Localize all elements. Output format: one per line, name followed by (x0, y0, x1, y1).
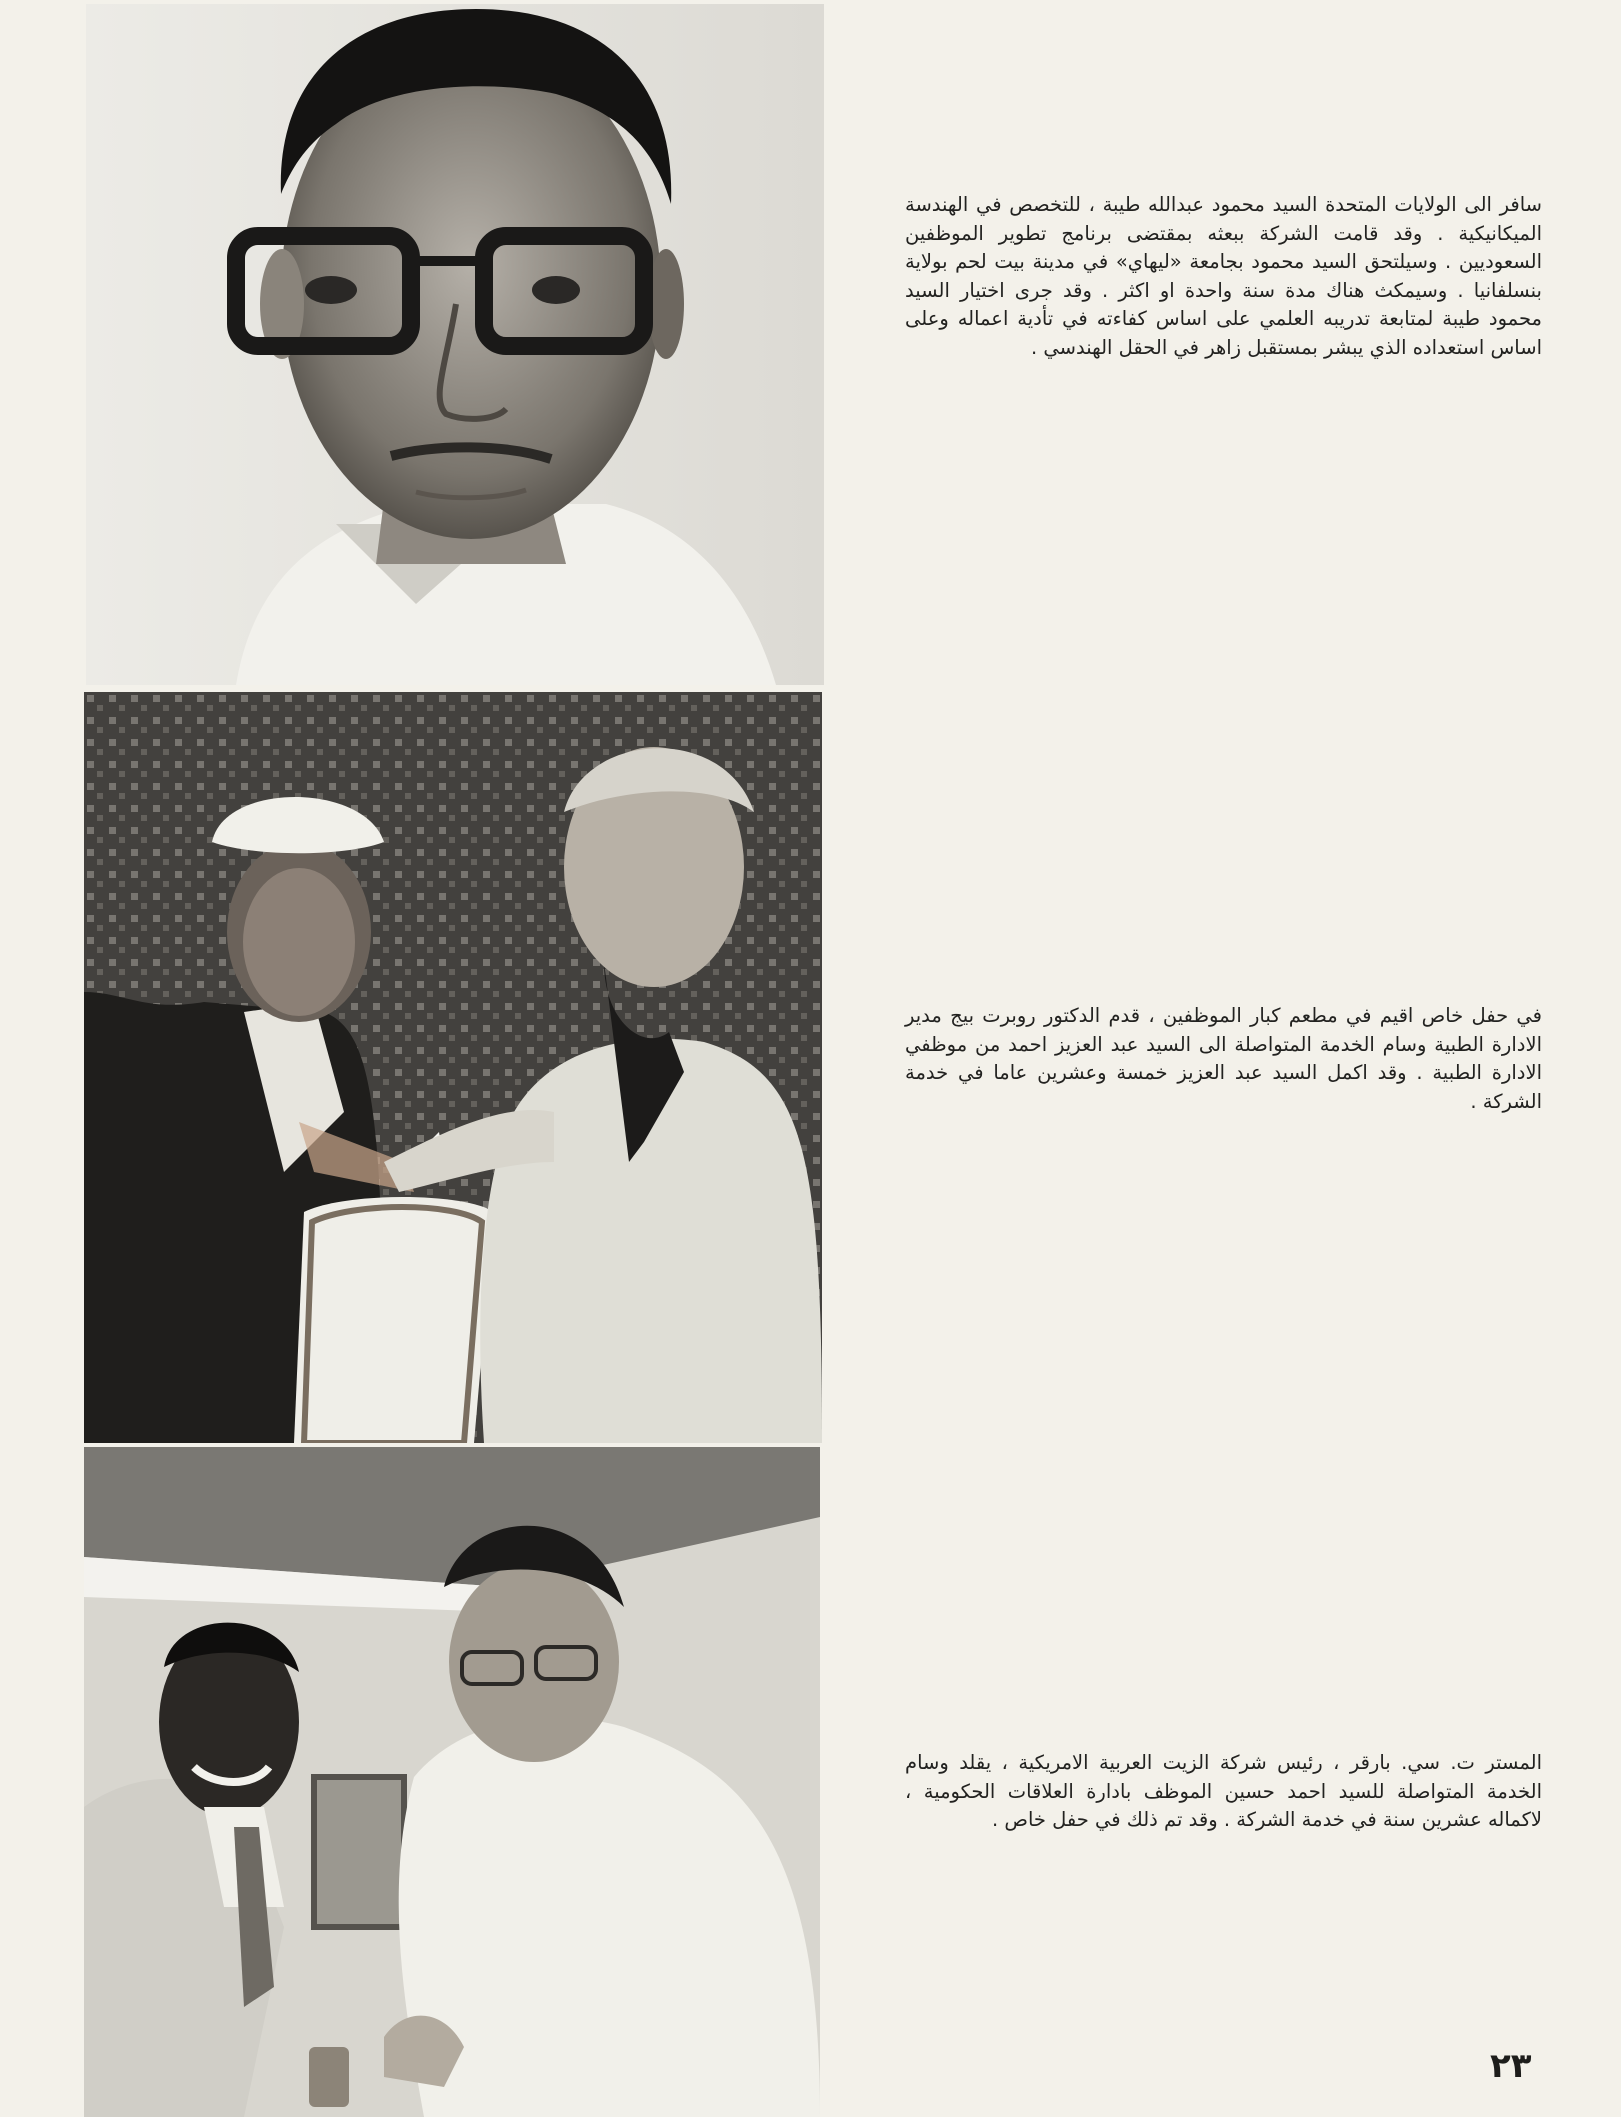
award-ceremony-photo-2 (84, 1447, 820, 2117)
award-ceremony-photo-2-image (84, 1447, 820, 2117)
portrait-photo (86, 4, 824, 685)
award-ceremony-photo-1-image (84, 692, 822, 1443)
portrait-photo-image (86, 4, 824, 685)
award-ceremony-photo-1 (84, 692, 822, 1443)
caption-award-1: في حفل خاص اقيم في مطعم كبار الموظفين ، قدم الدكتور روبرت بيج مدير الادارة الطبية وسام الخدمة المتواصلة الى السيد عبد العزيز احمد من موظفي الادارة الطبية . وقد اكمل السيد عبد العزيز خمسة وعشرين عاما في خدمة الشركة . (905, 1004, 1542, 1113)
page-number: ٢٣ (1490, 2046, 1532, 2086)
caption-portrait: سافر الى الولايات المتحدة السيد محمود عبدالله طيبة ، للتخصص في الهندسة الميكانيكية . وقد قامت الشركة ببعثه بمقتضى برنامج تطوير الموظفين السعوديين . وسيلتحق السيد محمود بجامعة «ليهاي» في مدينة بيت لحم بولاية بنسلفانيا . وسيمكث هناك مدة سنة واحدة او اكثر . وقد جرى اختيار السيد محمود طيبة لمتابعة تدريبه العلمي على اساس كفاءته في تأدية اعماله وعلى اساس استعداده الذي يبشر بمستقبل زاهر في الحقل الهندسي . (905, 193, 1542, 359)
caption-award-2: المستر ت. سي. بارقر ، رئيس شركة الزيت العربية الامريكية ، يقلد وسام الخدمة المتواصلة للسيد احمد حسين الموظف بادارة العلاقات الحكومية ، لاكماله عشرين سنة في خدمة الشركة . وقد تم ذلك في حفل خاص . (905, 1751, 1542, 1832)
